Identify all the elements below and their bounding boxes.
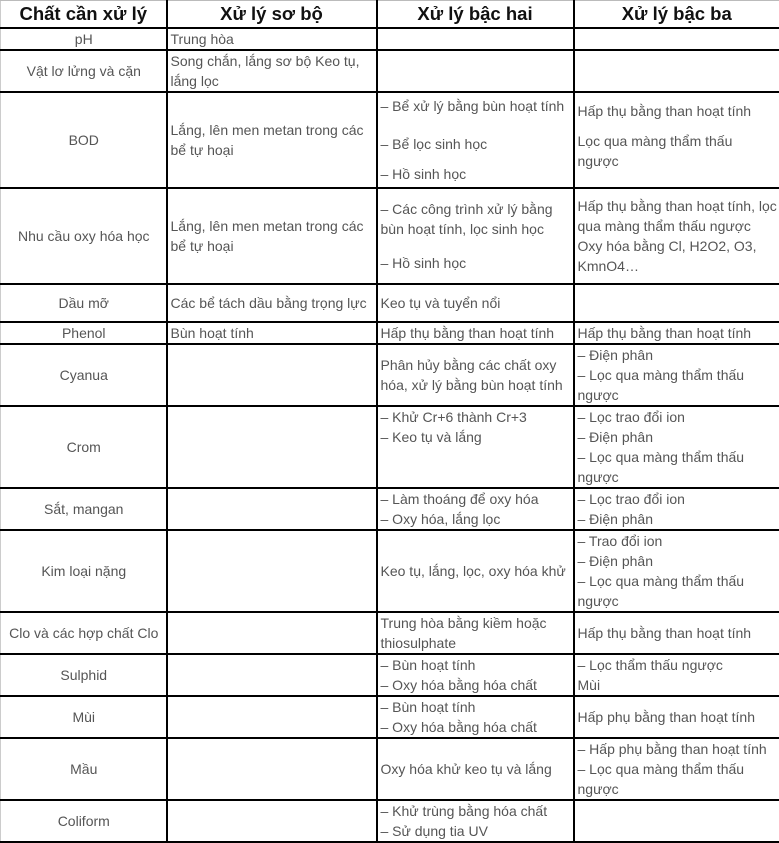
treatment-text: Song chắn, lắng sơ bộ Keo tụ, lắng lọc bbox=[171, 51, 374, 91]
table-row bbox=[1, 488, 779, 530]
substance-name: Crom bbox=[67, 439, 101, 455]
treatment-text: Keo tụ, lắng, lọc, oxy hóa khử bbox=[381, 561, 571, 581]
primary-cell bbox=[167, 284, 377, 322]
substance-cell bbox=[1, 406, 167, 488]
treatment-item: Oxy hóa bằng Cl, H2O2, O3, KmnO4… bbox=[578, 236, 778, 276]
header-tertiary-treatment: Xử lý bậc ba bbox=[574, 1, 779, 29]
table-row bbox=[1, 738, 779, 800]
secondary-cell bbox=[377, 92, 574, 188]
treatment-item: Mùi bbox=[578, 675, 778, 695]
secondary-cell bbox=[377, 344, 574, 406]
treatment-text: Trung hòa bbox=[171, 29, 374, 49]
tertiary-cell bbox=[574, 188, 779, 284]
primary-cell bbox=[167, 738, 377, 800]
tertiary-cell bbox=[574, 50, 779, 92]
substance-name: pH bbox=[75, 31, 93, 47]
secondary-cell bbox=[377, 530, 574, 612]
treatment-text: Hấp thụ bằng than hoạt tính bbox=[381, 323, 571, 343]
secondary-cell bbox=[377, 284, 574, 322]
treatment-item: – Lọc qua màng thẩm thấu ngược bbox=[578, 759, 778, 799]
treatment-item: – Keo tụ và lắng bbox=[381, 427, 571, 447]
treatment-item: Lọc qua màng thẩm thấu ngược bbox=[578, 131, 778, 171]
treatment-item: Hấp thụ bằng than hoạt tính, lọc qua màng thẩm thấu ngược bbox=[578, 196, 778, 236]
tertiary-cell bbox=[574, 738, 779, 800]
treatment-item: – Điện phân bbox=[578, 345, 778, 365]
treatment-item: – Hấp phụ bằng than hoạt tính bbox=[578, 739, 778, 759]
substance-name: Mùi bbox=[72, 709, 95, 725]
treatment-item: – Làm thoáng để oxy hóa bbox=[381, 489, 571, 509]
primary-cell bbox=[167, 322, 377, 344]
secondary-cell bbox=[377, 28, 574, 50]
substance-name: Phenol bbox=[62, 325, 106, 341]
primary-cell bbox=[167, 344, 377, 406]
substance-cell bbox=[1, 654, 167, 696]
substance-name: Sulphid bbox=[60, 667, 107, 683]
substance-name: Coliform bbox=[58, 813, 110, 829]
treatment-item: – Bùn hoạt tính bbox=[381, 655, 571, 675]
substance-cell bbox=[1, 800, 167, 842]
treatment-item: – Khử Cr+6 thành Cr+3 bbox=[381, 407, 571, 427]
treatment-item: – Sử dụng tia UV bbox=[381, 821, 571, 841]
treatment-text: Hấp thụ bằng than hoạt tính bbox=[578, 623, 778, 643]
treatment-item: – Hồ sinh học bbox=[381, 253, 571, 273]
treatment-item: – Điện phân bbox=[578, 427, 778, 447]
substance-cell bbox=[1, 344, 167, 406]
treatment-item: – Lọc trao đổi ion bbox=[578, 407, 778, 427]
table-row bbox=[1, 696, 779, 738]
header-secondary-treatment: Xử lý bậc hai bbox=[377, 1, 574, 29]
treatment-item: – Trao đổi ion bbox=[578, 531, 778, 551]
primary-cell bbox=[167, 612, 377, 654]
substance-name: Cyanua bbox=[60, 367, 108, 383]
treatment-text: Trung hòa bằng kiềm hoặc thiosulphate bbox=[381, 613, 571, 653]
secondary-cell bbox=[377, 654, 574, 696]
substance-name: Sắt, mangan bbox=[44, 501, 123, 517]
substance-cell bbox=[1, 612, 167, 654]
substance-cell bbox=[1, 28, 167, 50]
secondary-cell bbox=[377, 188, 574, 284]
treatment-text: Bùn hoạt tính bbox=[171, 323, 374, 343]
secondary-cell bbox=[377, 696, 574, 738]
secondary-cell bbox=[377, 488, 574, 530]
treatment-item: – Các công trình xử lý bằng bùn hoạt tính, lọc sinh học bbox=[381, 199, 571, 239]
treatment-text: Hấp phụ bằng than hoạt tính bbox=[578, 707, 778, 727]
tertiary-cell bbox=[574, 322, 779, 344]
tertiary-cell bbox=[574, 92, 779, 188]
tertiary-cell bbox=[574, 800, 779, 842]
table-row bbox=[1, 284, 779, 322]
treatment-text: Lắng, lên men metan trong các bể tự hoại bbox=[171, 120, 374, 160]
treatment-text: Phân hủy bằng các chất oxy hóa, xử lý bằng bùn hoạt tính bbox=[381, 355, 571, 395]
secondary-cell bbox=[377, 800, 574, 842]
secondary-cell bbox=[377, 738, 574, 800]
tertiary-cell bbox=[574, 406, 779, 488]
tertiary-cell bbox=[574, 612, 779, 654]
table-row bbox=[1, 50, 779, 92]
substance-name: Dầu mỡ bbox=[59, 295, 109, 311]
substance-cell bbox=[1, 696, 167, 738]
treatment-item: – Bể lọc sinh học bbox=[381, 134, 571, 154]
primary-cell bbox=[167, 406, 377, 488]
secondary-cell bbox=[377, 612, 574, 654]
primary-cell bbox=[167, 50, 377, 92]
treatment-item: – Khử trùng bằng hóa chất bbox=[381, 801, 571, 821]
header-primary-treatment: Xử lý sơ bộ bbox=[167, 1, 377, 29]
substance-cell bbox=[1, 530, 167, 612]
tertiary-cell bbox=[574, 530, 779, 612]
table-row bbox=[1, 344, 779, 406]
treatment-item: – Lọc thẩm thấu ngược bbox=[578, 655, 778, 675]
treatment-item: – Lọc qua màng thẩm thấu ngược bbox=[578, 365, 778, 405]
primary-cell bbox=[167, 188, 377, 284]
table-row bbox=[1, 654, 779, 696]
treatment-text: Các bể tách dầu bằng trọng lực bbox=[171, 293, 374, 313]
secondary-cell bbox=[377, 50, 574, 92]
tertiary-cell bbox=[574, 344, 779, 406]
substance-cell bbox=[1, 50, 167, 92]
treatment-item: – Bùn hoạt tính bbox=[381, 697, 571, 717]
substance-cell bbox=[1, 322, 167, 344]
table-row bbox=[1, 800, 779, 842]
header-row bbox=[1, 1, 779, 29]
secondary-cell bbox=[377, 406, 574, 488]
treatment-item: – Lọc qua màng thẩm thấu ngược bbox=[578, 447, 778, 487]
table-row bbox=[1, 322, 779, 344]
primary-cell bbox=[167, 696, 377, 738]
tertiary-cell bbox=[574, 284, 779, 322]
primary-cell bbox=[167, 800, 377, 842]
substance-cell bbox=[1, 92, 167, 188]
tertiary-cell bbox=[574, 488, 779, 530]
tertiary-cell bbox=[574, 696, 779, 738]
treatment-item: – Điện phân bbox=[578, 551, 778, 571]
treatment-item: – Hồ sinh học bbox=[381, 164, 571, 184]
table-row bbox=[1, 28, 779, 50]
tertiary-cell bbox=[574, 654, 779, 696]
treatment-text: Hấp thụ bằng than hoạt tính bbox=[578, 323, 778, 343]
primary-cell bbox=[167, 92, 377, 188]
table-row bbox=[1, 612, 779, 654]
treatment-text: Oxy hóa khử keo tụ và lắng bbox=[381, 759, 571, 779]
substance-name: Vật lơ lửng và cặn bbox=[27, 63, 141, 79]
secondary-cell bbox=[377, 322, 574, 344]
treatment-item: – Oxy hóa bằng hóa chất bbox=[381, 717, 571, 737]
substance-name: Mầu bbox=[70, 761, 97, 777]
primary-cell bbox=[167, 530, 377, 612]
treatment-item: Hấp thụ bằng than hoạt tính bbox=[578, 101, 778, 121]
substance-cell bbox=[1, 188, 167, 284]
substance-name: BOD bbox=[69, 132, 99, 148]
primary-cell bbox=[167, 488, 377, 530]
treatment-item: – Oxy hóa, lắng lọc bbox=[381, 509, 571, 529]
primary-cell bbox=[167, 28, 377, 50]
substance-cell bbox=[1, 488, 167, 530]
tertiary-cell bbox=[574, 28, 779, 50]
treatment-text: Lắng, lên men metan trong các bể tự hoại bbox=[171, 216, 374, 256]
substance-name: Kim loại nặng bbox=[41, 563, 126, 579]
treatment-item: – Điện phân bbox=[578, 509, 778, 529]
table-row bbox=[1, 188, 779, 284]
header-substance: Chất cần xử lý bbox=[1, 1, 167, 29]
treatment-item: – Bể xử lý bằng bùn hoạt tính bbox=[381, 96, 571, 116]
substance-cell bbox=[1, 738, 167, 800]
treatment-item: – Oxy hóa bằng hóa chất bbox=[381, 675, 571, 695]
table-row bbox=[1, 92, 779, 188]
primary-cell bbox=[167, 654, 377, 696]
substance-name: Nhu cầu oxy hóa học bbox=[18, 228, 150, 244]
table-row bbox=[1, 406, 779, 488]
treatment-item: – Lọc trao đổi ion bbox=[578, 489, 778, 509]
substance-name: Clo và các hợp chất Clo bbox=[4, 623, 164, 643]
treatment-text: Keo tụ và tuyển nổi bbox=[381, 293, 571, 313]
substance-cell bbox=[1, 284, 167, 322]
treatment-item: – Lọc qua màng thẩm thấu ngược bbox=[578, 571, 778, 611]
table-row bbox=[1, 530, 779, 612]
